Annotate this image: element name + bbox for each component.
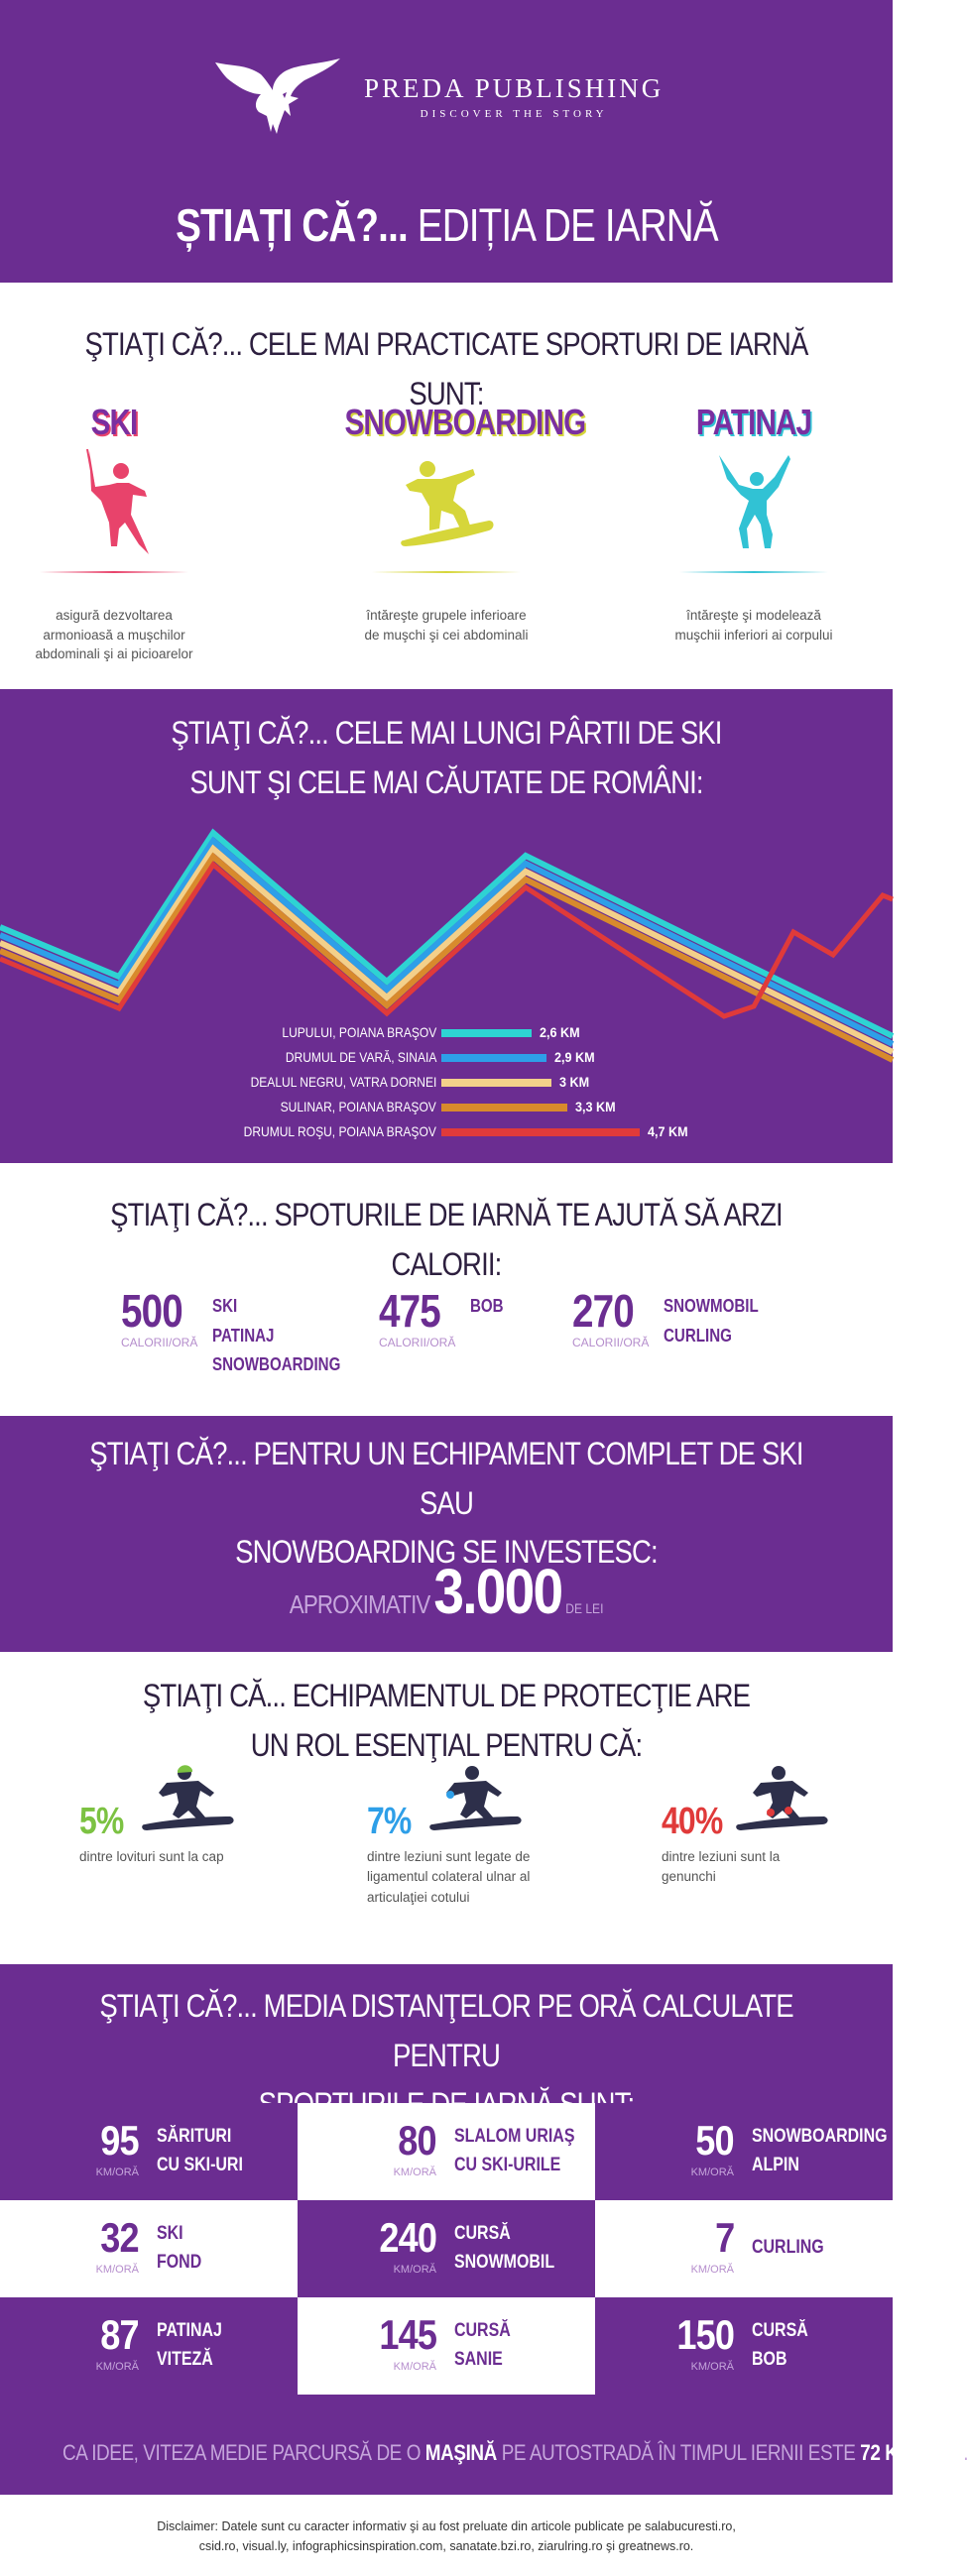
- slope-km: 3,3 KM: [575, 1099, 616, 1114]
- speed-value: 80: [398, 2117, 436, 2164]
- calorie-sports: [212, 1292, 340, 1380]
- heading-line: ŞTIAŢI CĂ?... MEDIA DISTANŢELOR PE ORĂ CALCULATE PENTRU: [99, 1988, 793, 2073]
- disclaimer-line: csid.ro, visual.ly, infographicsinspiration.com, sanatate.bzi.ro, ziarulring.ro şi greatnews.ro.: [198, 2539, 694, 2553]
- slope-label: SULINAR, POIANA BRAŞOV: [280, 1099, 436, 1114]
- protection-desc: [79, 1847, 268, 1867]
- speed-unit: KM/ORĂ: [393, 2166, 436, 2178]
- speed-cell: [595, 2200, 893, 2297]
- speed-label: [454, 2123, 574, 2179]
- heading-line: ŞTIAŢI CĂ... ECHIPAMENTUL DE PROTECŢIE ARE: [142, 1678, 751, 1713]
- brand-tagline: DISCOVER THE STORY: [420, 107, 608, 120]
- calorie-item: [379, 1284, 504, 1349]
- speed-cell: [298, 2200, 595, 2297]
- calorie-item: [121, 1284, 341, 1375]
- protection-section: [0, 1652, 893, 1964]
- slope-km: 4,7 KM: [648, 1123, 688, 1139]
- speed-label-line: SLALOM URIAŞ: [454, 2126, 575, 2147]
- speed-unit: KM/ORĂ: [95, 2166, 139, 2178]
- cost-suffix: DE LEI: [565, 1600, 604, 1616]
- brand-logo: [213, 55, 664, 138]
- footnote-text: PE AUTOSTRADĂ ÎN TIMPUL IERNII ESTE: [496, 2440, 861, 2465]
- disclaimer: [0, 2517, 893, 2556]
- protection-desc: [662, 1847, 830, 1888]
- speed-cell: [595, 2297, 893, 2395]
- snowboarder-elbow-icon: [424, 1763, 524, 1832]
- speed-cell: [298, 2103, 595, 2200]
- sports-section: [0, 283, 893, 689]
- calorie-sports: [470, 1292, 504, 1322]
- calorie-sport: PATINAJ: [212, 1325, 275, 1346]
- speed-label-line: VITEZĂ: [157, 2348, 213, 2370]
- slope-label: DEALUL NEGRU, VATRA DORNEI: [250, 1074, 436, 1090]
- footnote-bold: 72 KM/ ORĂ: [860, 2440, 964, 2465]
- speed-label-line: SANIE: [454, 2348, 503, 2370]
- calorie-value: 475: [379, 1285, 440, 1337]
- heading-line: ŞTIAŢI CĂ?... CELE MAI LUNGI PÂRTII DE SKI: [171, 715, 722, 751]
- speed-value: 240: [379, 2214, 436, 2261]
- disclaimer-line: Disclaimer: Datele sunt cu caracter informativ şi au fost preluate din articole publicate pe salabucuresti.ro,: [157, 2519, 736, 2533]
- speed-value: 145: [379, 2311, 436, 2358]
- slope-bar: [441, 1079, 551, 1087]
- speed-label-line: CU SKI-URI: [157, 2154, 243, 2175]
- slope-label: DRUMUL DE VARĂ, SINAIA: [285, 1049, 436, 1065]
- heading-line: SNOWBOARDING SE INVESTESC:: [235, 1534, 658, 1571]
- speed-label-line: SNOWBOARDING: [752, 2126, 888, 2147]
- calorie-unit: CALORII/ORĂ: [121, 1336, 198, 1349]
- title-rest: EDIȚIA DE IARNĂ: [407, 199, 718, 251]
- speed-value: 95: [100, 2117, 139, 2164]
- calorie-unit: CALORII/ORĂ: [379, 1336, 456, 1349]
- page-title: [0, 198, 893, 252]
- desc-line: genunchi: [662, 1869, 716, 1885]
- speed-value: 7: [714, 2214, 734, 2261]
- speed-cell: [0, 2103, 298, 2200]
- speed-value: 32: [100, 2214, 139, 2261]
- desc-line: ligamentul colateral ulnar al: [367, 1869, 531, 1885]
- protection-desc: [367, 1847, 565, 1908]
- slope-label: DRUMUL ROŞU, POIANA BRAŞOV: [243, 1123, 436, 1139]
- calorie-sport: SNOWBOARDING: [212, 1354, 341, 1375]
- snowboarder-knee-icon: [731, 1763, 830, 1832]
- calorie-sports: [664, 1292, 759, 1350]
- slope-row: [0, 1047, 893, 1069]
- calorie-sport: SNOWMOBIL: [664, 1296, 759, 1316]
- speed-label-line: CURSĂ: [454, 2223, 511, 2244]
- slopes-section: [0, 689, 893, 1163]
- speed-unit: KM/ORĂ: [95, 2264, 139, 2276]
- slope-bar: [441, 1128, 640, 1136]
- speed-grid: [0, 2103, 893, 2430]
- footnote-text: .: [963, 2440, 968, 2465]
- slope-bar: [441, 1054, 546, 1062]
- sport-patinaj: [674, 402, 833, 573]
- speed-footnote: [62, 2440, 968, 2466]
- disclaimer-section: [0, 2495, 893, 2576]
- calorie-value: 500: [121, 1285, 182, 1337]
- speed-label: [454, 2220, 554, 2277]
- desc-line: muşchii inferiori ai corpului: [674, 627, 833, 643]
- speed-unit: KM/ORĂ: [393, 2264, 436, 2276]
- speed-label-line: PATINAJ: [157, 2320, 222, 2341]
- desc-line: de muşchi şi cei abdominali: [364, 627, 529, 643]
- slope-label: LUPULUI, POIANA BRAŞOV: [282, 1024, 436, 1040]
- speed-label: [157, 2317, 222, 2374]
- sport-ski-desc: [20, 600, 208, 664]
- desc-line: articulaţiei cotului: [367, 1889, 470, 1905]
- desc-line: întăreşte şi modelează: [686, 608, 821, 623]
- speed-cell: [298, 2297, 595, 2395]
- slope-row: [0, 1097, 893, 1118]
- protection-item: [662, 1791, 830, 1888]
- sport-snowboarding: [322, 402, 586, 573]
- cost-prefix: APROXIMATIV: [289, 1589, 430, 1619]
- slope-bar: [441, 1104, 567, 1112]
- protection-item: [367, 1791, 565, 1908]
- speed-label-line: SKI: [157, 2223, 183, 2244]
- speed-unit: KM/ORĂ: [690, 2264, 734, 2276]
- calorie-sport: SKI: [212, 1296, 238, 1316]
- snowboarder-helmet-icon: [137, 1763, 236, 1832]
- slope-row: [0, 1072, 893, 1094]
- sport-name: PATINAJ: [695, 402, 812, 442]
- heading-line: ŞTIAŢI CĂ?... PENTRU UN ECHIPAMENT COMPLET DE SKI SAU: [89, 1436, 803, 1521]
- slope-km: 2,9 KM: [554, 1049, 595, 1065]
- speed-label-line: FOND: [157, 2251, 202, 2273]
- protection-pct: 5%: [79, 1801, 124, 1842]
- sport-name: SNOWBOARDING: [344, 402, 586, 442]
- speed-label: [454, 2317, 511, 2374]
- desc-line: abdominali şi ai picioarelor: [35, 646, 193, 662]
- speed-cell: [0, 2297, 298, 2395]
- slope-km: 2,6 KM: [540, 1024, 580, 1040]
- speed-label-line: CURSĂ: [454, 2320, 511, 2341]
- speed-label-line: BOB: [752, 2348, 787, 2370]
- cost-amount: 3.000: [433, 1556, 562, 1627]
- title-bold: ȘTIAȚI CĂ?...: [175, 199, 408, 251]
- speed-value: 87: [100, 2311, 139, 2358]
- speed-label: [752, 2317, 808, 2374]
- slope-km: 3 KM: [559, 1074, 590, 1090]
- speed-unit: KM/ORĂ: [690, 2361, 734, 2373]
- speed-value: 150: [676, 2311, 734, 2358]
- desc-line: întăreşte grupele inferioare: [366, 608, 527, 623]
- speed-unit: KM/ORĂ: [690, 2166, 734, 2178]
- calorie-unit: CALORII/ORĂ: [572, 1336, 650, 1349]
- slope-row: [0, 1022, 893, 1044]
- footnote-text: CA IDEE, VITEZA MEDIE PARCURSĂ DE O: [62, 2440, 425, 2465]
- protection-pct: 7%: [367, 1801, 412, 1842]
- calorie-sport: BOB: [470, 1296, 504, 1316]
- equipment-section: [0, 1416, 893, 1652]
- calories-heading: ŞTIAŢI CĂ?... SPOTURILE DE IARNĂ TE AJUTĂ SĂ ARZI CALORII:: [110, 1197, 783, 1282]
- sports-heading: ŞTIAŢI CĂ?... CELE MAI PRACTICATE SPORTURI DE IARNĂ SUNT:: [84, 326, 808, 411]
- slope-bar: [441, 1029, 532, 1037]
- desc-line: dintre leziuni sunt legate de: [367, 1849, 531, 1864]
- equipment-cost: [0, 1555, 893, 1628]
- sport-ski: [40, 402, 188, 573]
- sport-name: SKI: [90, 402, 138, 442]
- calorie-sport: CURLING: [664, 1325, 732, 1346]
- calorie-value: 270: [572, 1285, 634, 1337]
- speed-label-line: ALPIN: [752, 2154, 799, 2175]
- protection-item: [79, 1791, 268, 1867]
- speed-label-line: CURLING: [752, 2237, 824, 2258]
- speed-label-line: SĂRITURI: [157, 2126, 232, 2147]
- speed-value: 50: [695, 2117, 734, 2164]
- desc-line: asigură dezvoltarea: [56, 608, 173, 623]
- desc-line: dintre leziuni sunt la: [662, 1849, 781, 1864]
- skater-icon: [699, 449, 808, 558]
- speed-unit: KM/ORĂ: [95, 2361, 139, 2373]
- header: [0, 0, 893, 283]
- speed-label-line: CU SKI-URILE: [454, 2154, 561, 2175]
- speed-cell: [0, 2200, 298, 2297]
- calorie-item: [572, 1284, 759, 1349]
- speed-unit: KM/ORĂ: [393, 2361, 436, 2373]
- slope-row: [0, 1121, 893, 1143]
- speed-label: [157, 2220, 201, 2277]
- skier-icon: [60, 449, 169, 558]
- sport-patinaj-desc: [660, 600, 848, 644]
- brand-name: PREDA PUBLISHING: [364, 72, 665, 103]
- calories-section: [0, 1163, 893, 1416]
- speed-label: [752, 2234, 824, 2263]
- desc-line: armonioasă a muşchilor: [43, 627, 185, 643]
- speed-label-line: CURSĂ: [752, 2320, 808, 2341]
- sport-snowboarding-desc: [342, 600, 550, 644]
- speed-label: [752, 2123, 888, 2179]
- snowboarder-icon: [392, 449, 501, 558]
- footnote-bold: MAŞINĂ: [424, 2440, 497, 2465]
- speed-label: [157, 2123, 243, 2179]
- protection-heading: [62, 1672, 830, 1770]
- speed-label-line: SNOWMOBIL: [454, 2251, 555, 2273]
- heading-line: SUNT ŞI CELE MAI CĂUTATE DE ROMÂNI:: [189, 763, 703, 800]
- eagle-logo-icon: [213, 55, 342, 138]
- speed-section: [0, 1964, 968, 2495]
- desc-line: dintre lovituri sunt la cap: [79, 1849, 224, 1864]
- heading-line: UN ROL ESENŢIAL PENTRU CĂ:: [250, 1726, 643, 1763]
- speed-cell: [595, 2103, 893, 2200]
- protection-pct: 40%: [662, 1801, 723, 1842]
